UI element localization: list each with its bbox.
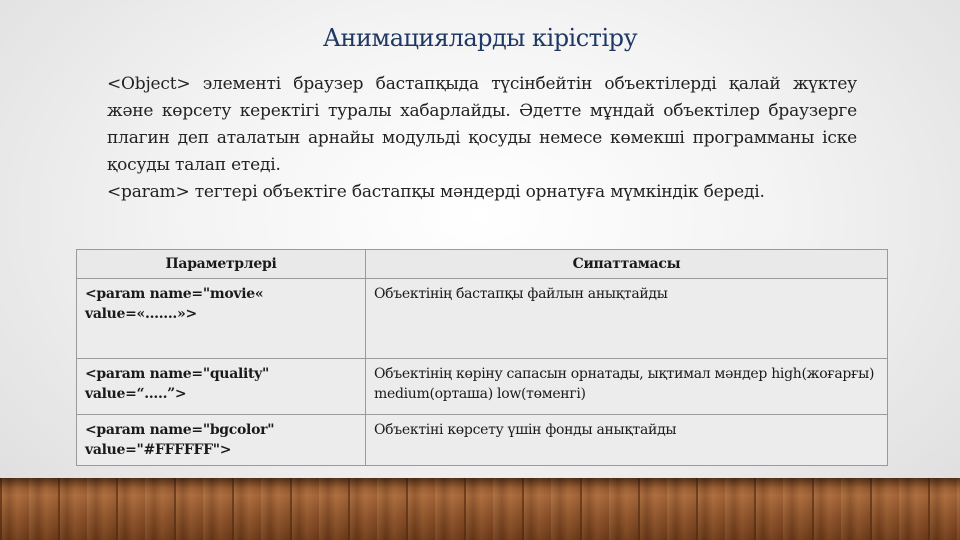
body-text — [107, 71, 857, 206]
table-row — [77, 359, 888, 415]
table-row — [77, 279, 888, 359]
description-cell: Объектінің бастапқы файлын анықтайды — [366, 279, 888, 359]
table-row — [77, 415, 888, 466]
description-cell: Объектінің көріну сапасын орнатады, ықтимал мәндер high(жоғарғы) medium(орташа) low(төменгі) — [366, 359, 888, 415]
paragraph-param: <param> тегтері объектіге бастапқы мәндерді орнатуға мүмкіндік береді. — [107, 182, 765, 202]
param-cell: <param name="movie« value=«.......»> — [77, 279, 366, 359]
header-description: Сипаттамасы — [366, 250, 888, 279]
param-cell: <param name="quality" value=“…..”> — [77, 359, 366, 415]
slide-title: Анимацияларды кірістіру — [322, 24, 638, 52]
floor-shadow — [0, 478, 960, 488]
table-header-row — [77, 250, 888, 279]
parameters-table — [76, 249, 888, 466]
param-cell: <param name="bgcolor" value="#FFFFFF"> — [77, 415, 366, 466]
paragraph-object: <Object> элементі браузер бастапқыда түсінбейтін объектілерді қалай жүктеу және көрсету керектігі туралы хабарлайды. Әдетте мұндай объектілер браузерге плагин деп аталатын арнайы модульді қосуды немесе көмекші программаны іске қосуды талап етеді. — [107, 74, 857, 175]
header-parameters: Параметрлері — [77, 250, 366, 279]
description-cell: Объектіні көрсету үшін фонды анықтайды — [366, 415, 888, 466]
